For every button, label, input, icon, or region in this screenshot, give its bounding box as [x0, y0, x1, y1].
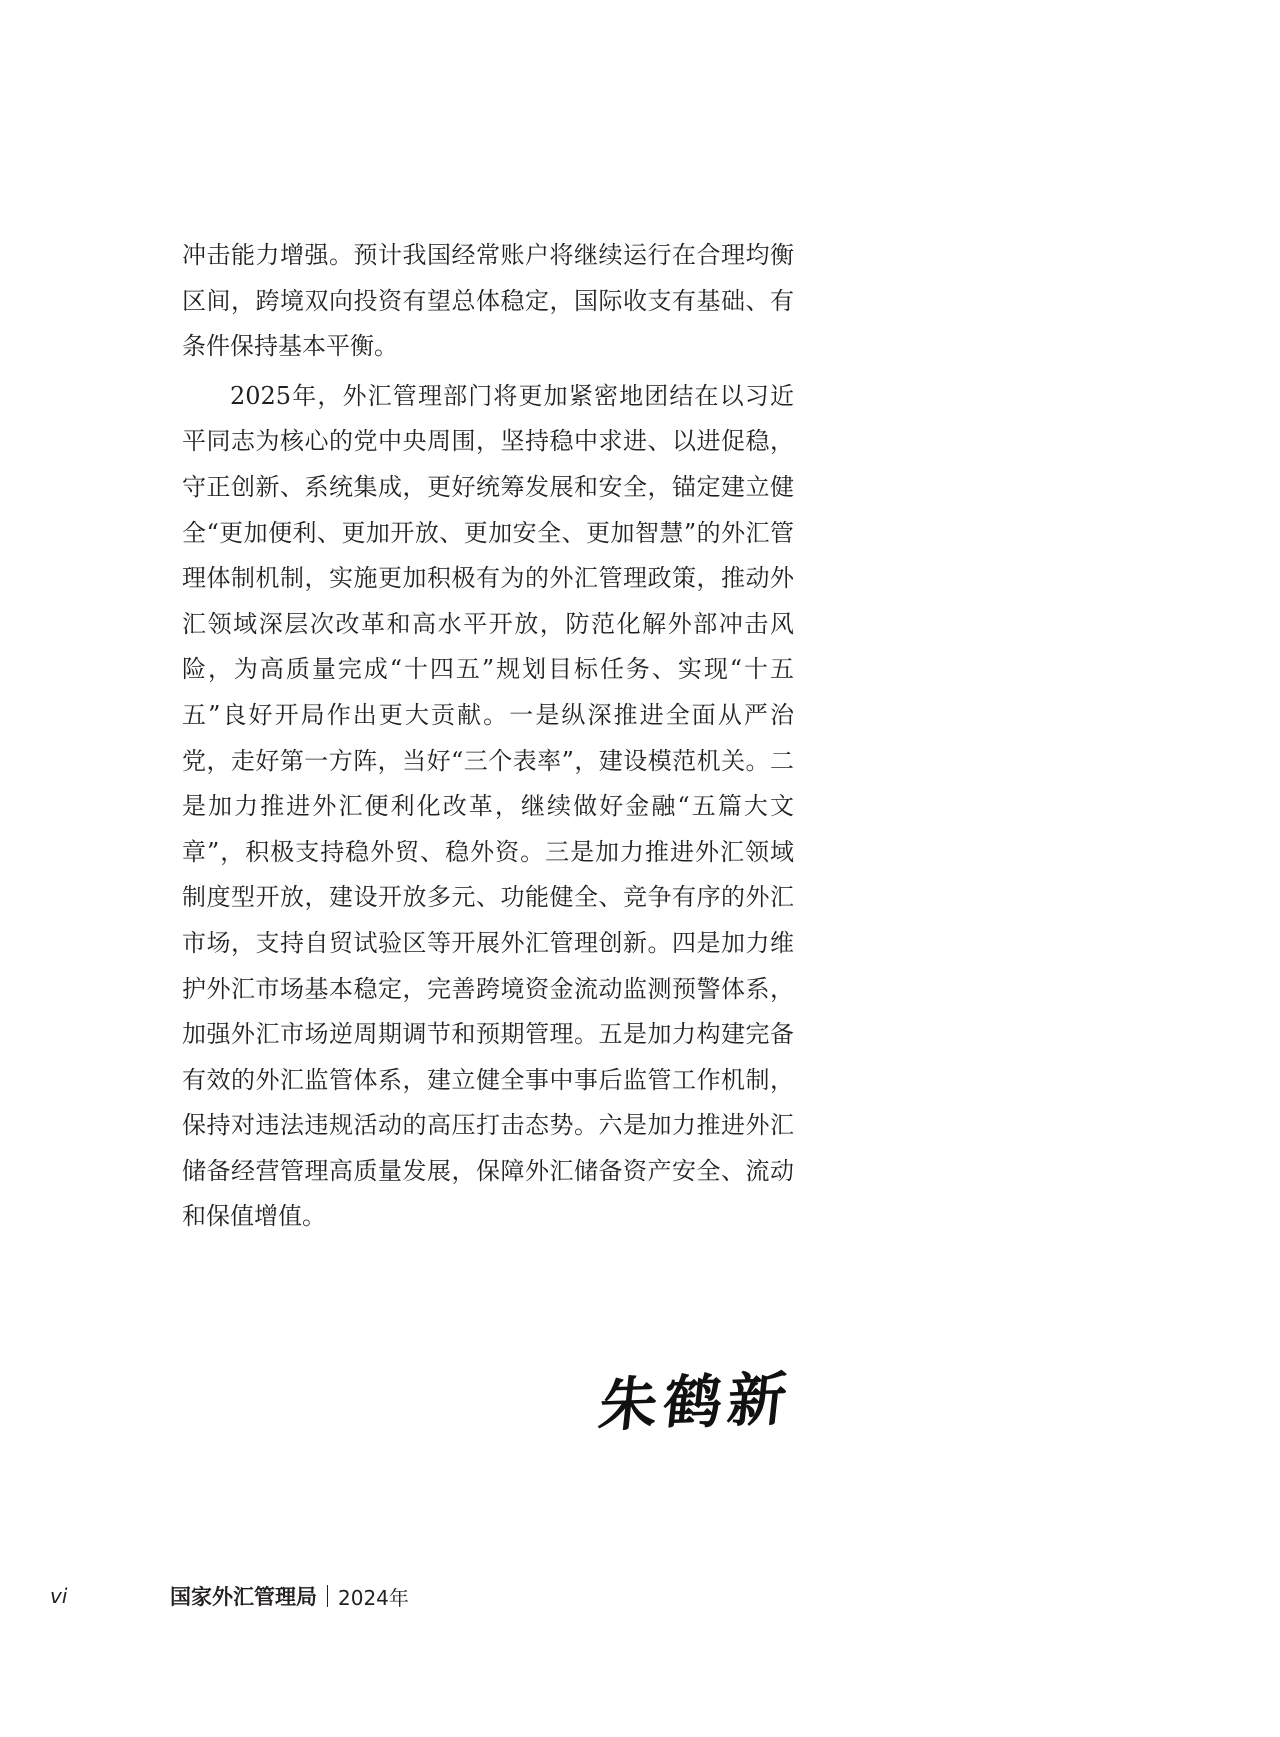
page-number: vi — [50, 1584, 68, 1608]
footer-organization: 国家外汇管理局 — [170, 1585, 317, 1609]
handwritten-signature: 朱鹤新 — [595, 1364, 796, 1440]
paragraph-2: 2025年，外汇管理部门将更加紧密地团结在以习近平同志为核心的党中央周围，坚持稳中求进、以进促稳，守正创新、系统集成，更好统筹发展和安全，锚定建立健全“更加便利、更加开放、更加安全、更加智慧”的外汇管理体制机制，实施更加积极有为的外汇管理政策，推动外汇领域深层次改革和高水平开放，防范化解外部冲击风险，为高质量完成“十四五”规划目标任务、实现“十五五”良好开局作出更大贡献。一是纵深推进全面从严治党，走好第一方阵，当好“三个表率”，建设模范机关。二是加力推进外汇便利化改革，继续做好金融“五篇大文章”，积极支持稳外贸、稳外资。三是加力推进外汇领域制度型开放，建设开放多元、功能健全、竞争有序的外汇市场，支持自贸试验区等开展外汇管理创新。四是加力维护外汇市场基本稳定，完善跨境资金流动监测预警体系，加强外汇市场逆周期调节和预期管理。五是加力构建完备有效的外汇监管体系，建立健全事中事后监管工作机制，保持对违法违规活动的高压打击态势。六是加力推进外汇储备经营管理高质量发展，保障外汇储备资产安全、流动和保值增值。 — [182, 381, 794, 1231]
footer-year: 2024年 — [338, 1585, 409, 1610]
footer-divider — [327, 1585, 328, 1607]
body-text — [182, 233, 794, 1240]
paragraph-1: 冲击能力增强。预计我国经常账户将继续运行在合理均衡区间，跨境双向投资有望总体稳定，国际收支有基础、有条件保持基本平衡。 — [182, 241, 794, 361]
page-footer — [50, 1580, 409, 1612]
